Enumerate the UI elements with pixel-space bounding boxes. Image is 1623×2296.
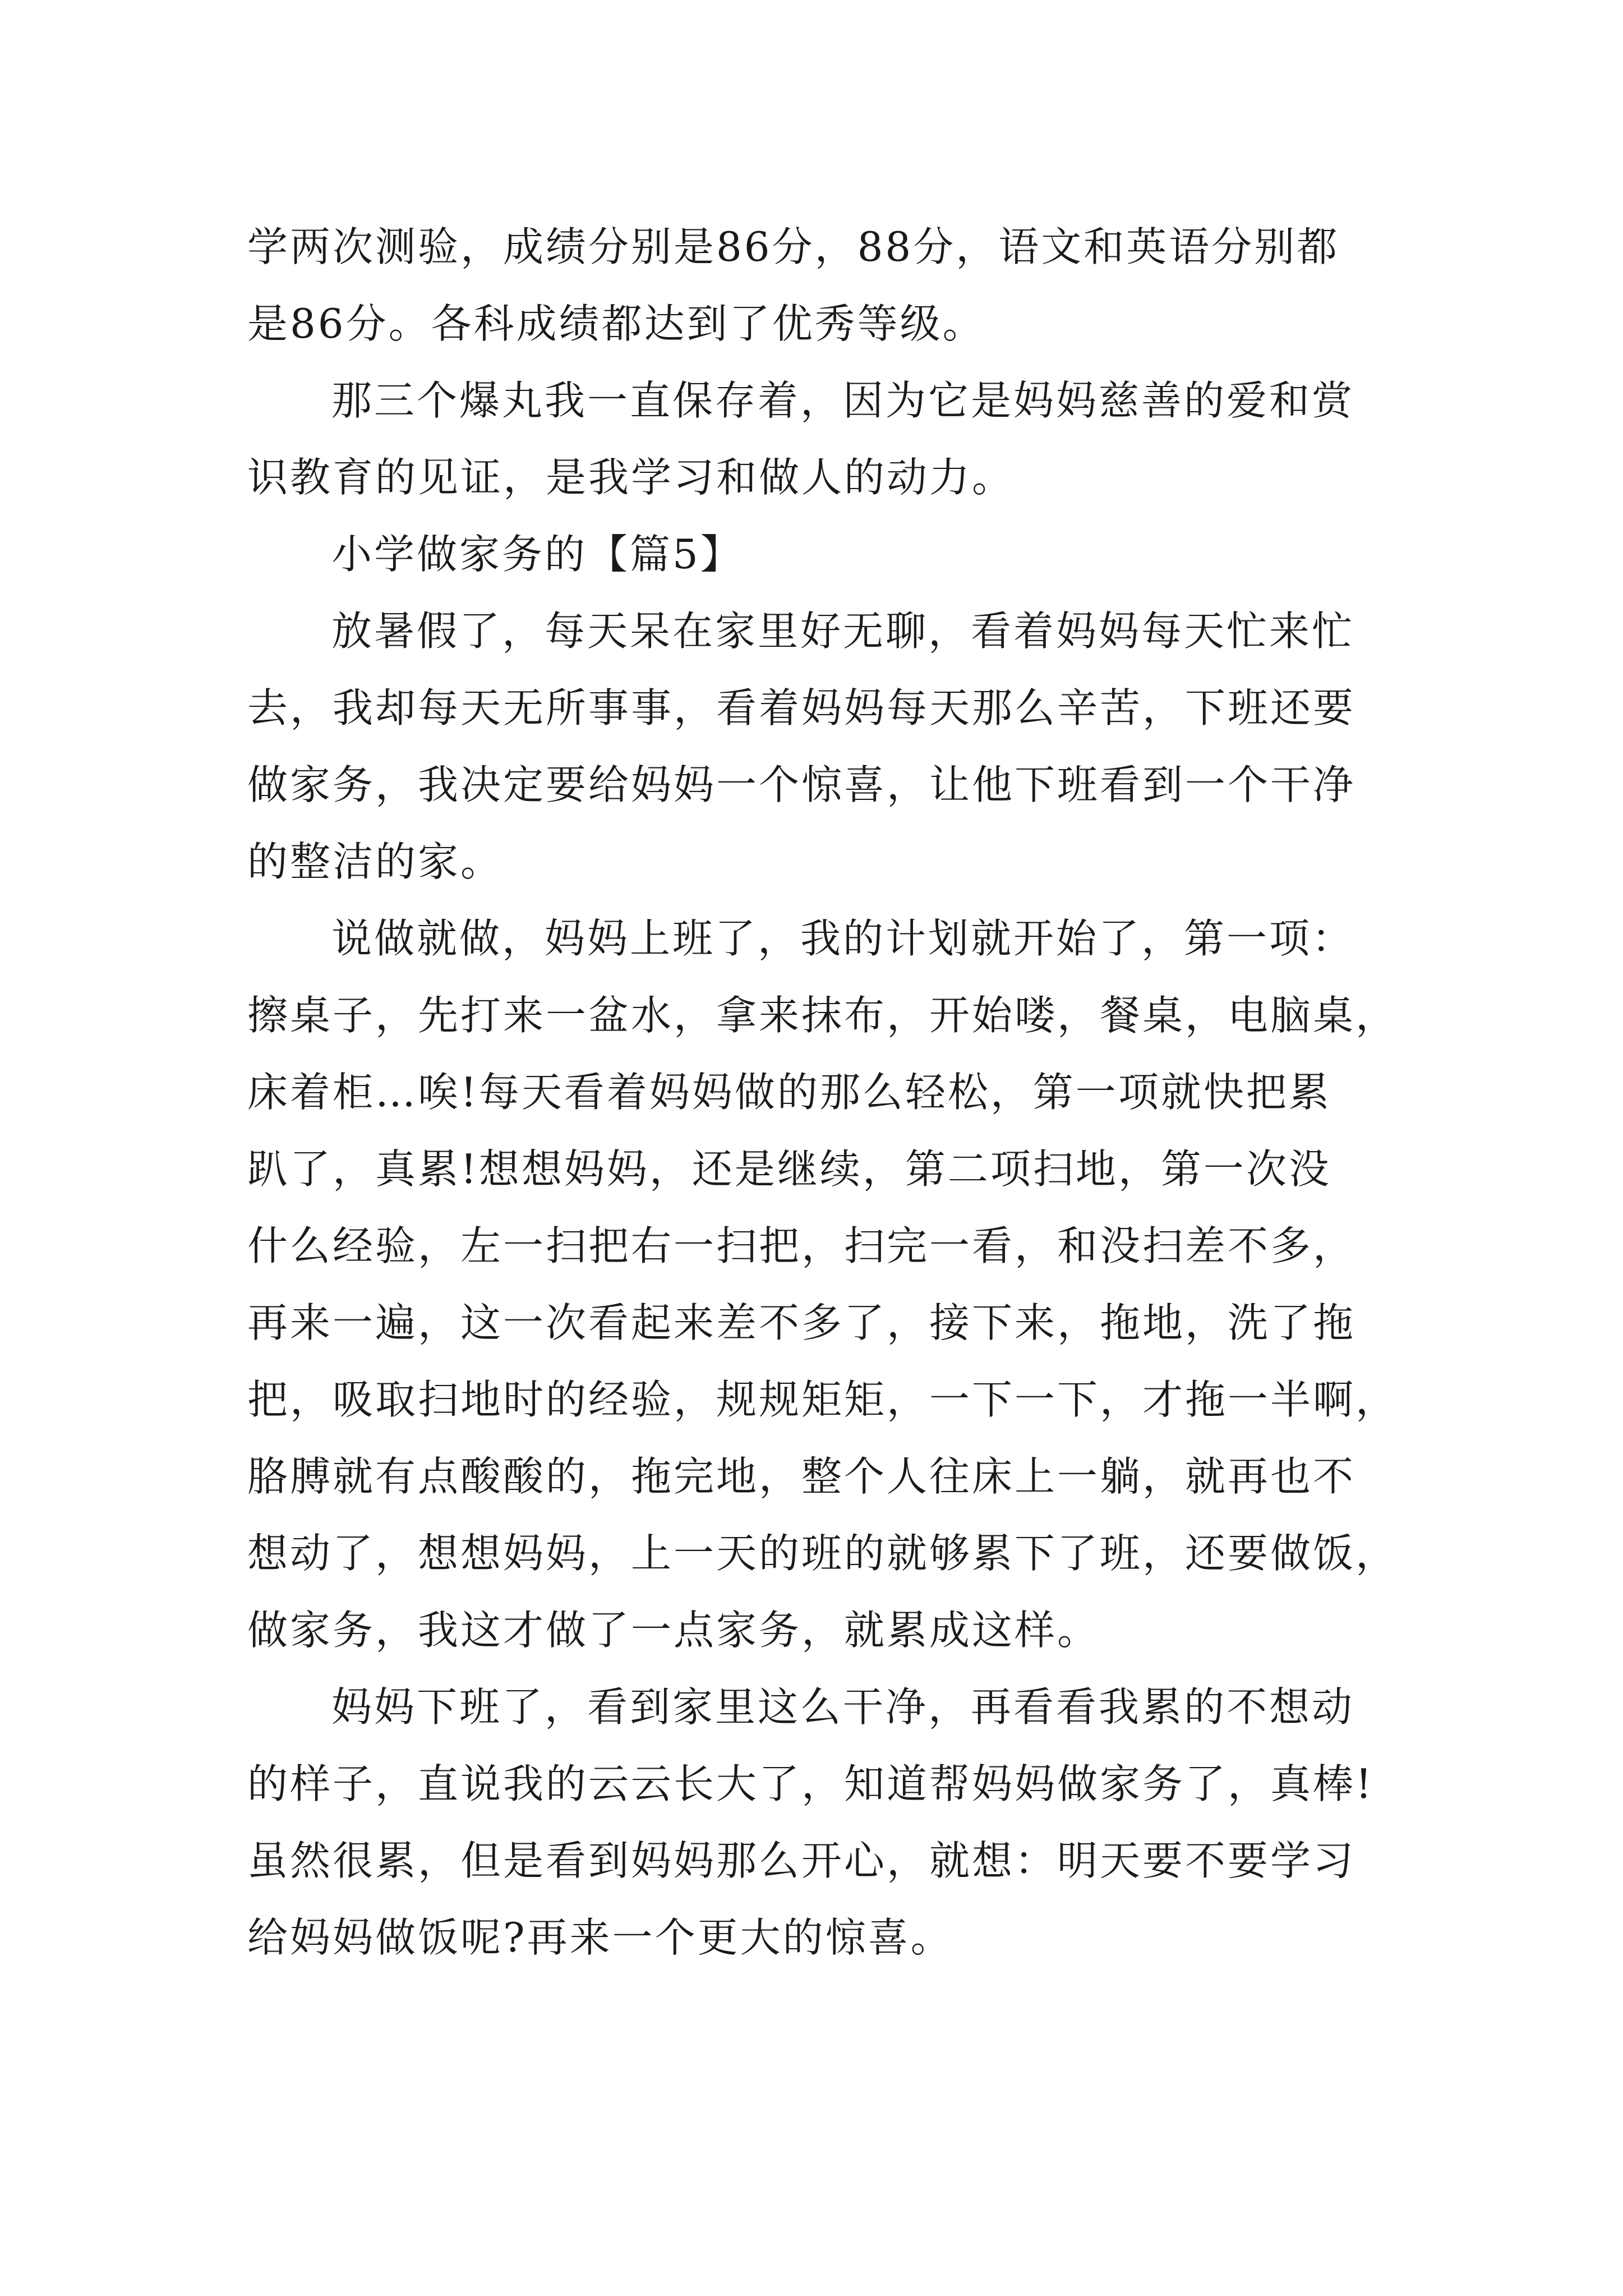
text-line: 去，我却每天无所事事，看着妈妈每天那么辛苦，下班还要: [247, 684, 1356, 731]
text-line: 趴了，真累!想想妈妈，还是继续，第二项扫地，第一次没: [247, 1145, 1331, 1193]
text-line: 的样子，直说我的云云长大了，知道帮妈妈做家务了，真棒!: [247, 1760, 1374, 1807]
text-line: 做家务，我决定要给妈妈一个惊喜，让他下班看到一个干净: [247, 761, 1356, 808]
paragraph-start-line: 那三个爆丸我一直保存着，因为它是妈妈慈善的爱和赏: [331, 377, 1355, 424]
text-line: 做家务，我这才做了一点家务，就累成这样。: [247, 1607, 1100, 1654]
paragraph-start-line: 妈妈下班了，看到家里这么干净，再看看我累的不想动: [331, 1683, 1355, 1731]
text-line: 的整洁的家。: [247, 838, 504, 885]
text-line: 学两次测验，成绩分别是86分，88分，语文和英语分别都: [247, 223, 1340, 270]
text-line: 想动了，想想妈妈，上一天的班的就够累下了班，还要做饭，: [247, 1530, 1399, 1577]
text-line: 给妈妈做饭呢?再来一个更大的惊喜。: [247, 1914, 953, 1961]
text-line: 再来一遍，这一次看起来差不多了，接下来，拖地，洗了拖: [247, 1299, 1356, 1346]
text-line: 把，吸取扫地时的经验，规规矩矩，一下一下，才拖一半啊，: [247, 1376, 1399, 1423]
text-line: 什么经验，左一扫把右一扫把，扫完一看，和没扫差不多，: [247, 1222, 1356, 1269]
text-line: 虽然很累，但是看到妈妈那么开心，就想：明天要不要学习: [247, 1837, 1356, 1884]
text-line: 胳膊就有点酸酸的，拖完地，整个人往床上一躺，就再也不: [247, 1453, 1356, 1500]
section-heading: 小学做家务的【篇5】: [331, 531, 743, 578]
paragraph-start-line: 说做就做，妈妈上班了，我的计划就开始了，第一项：: [331, 915, 1355, 962]
paragraph-start-line: 放暑假了，每天呆在家里好无聊，看着妈妈每天忙来忙: [331, 608, 1355, 655]
text-line: 识教育的见证，是我学习和做人的动力。: [247, 454, 1015, 501]
text-line: 是86分。各科成绩都达到了优秀等级。: [247, 300, 985, 347]
document-body: [247, 209, 1399, 1976]
text-line: 床着柜…唉!每天看着妈妈做的那么轻松，第一项就快把累: [247, 1069, 1331, 1116]
text-line: 擦桌子，先打来一盆水，拿来抹布，开始喽，餐桌，电脑桌，: [247, 992, 1399, 1039]
